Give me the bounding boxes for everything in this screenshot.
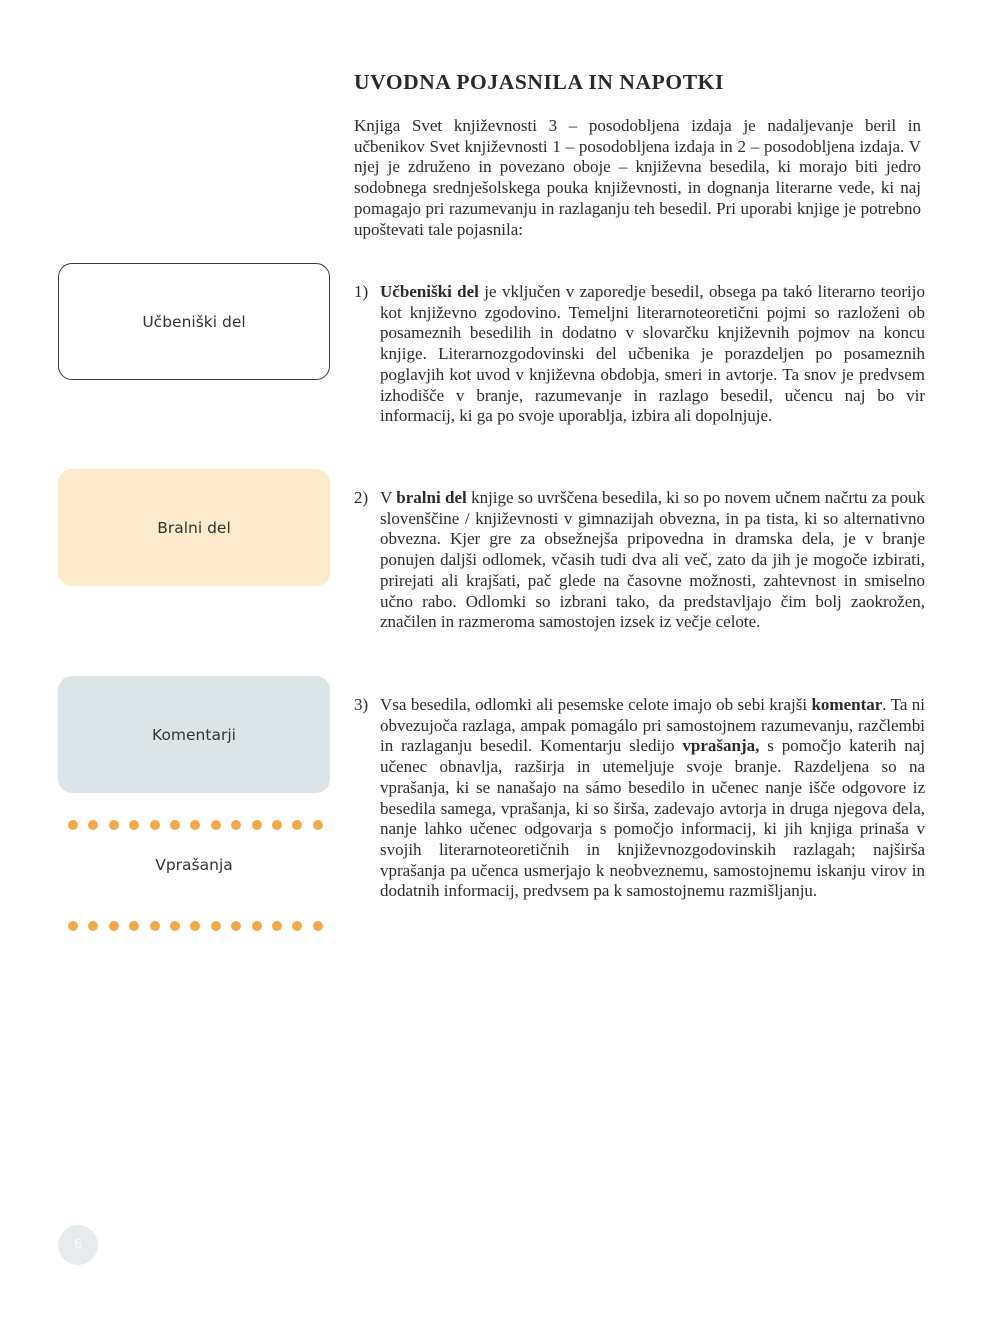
item-number: 3) xyxy=(354,695,369,714)
dot xyxy=(313,820,323,830)
komentarji-label: Komentarji xyxy=(152,725,236,744)
item-keyword-2: vprašanja, xyxy=(682,736,760,756)
list-item-1 xyxy=(354,282,925,427)
item-keyword: komentar xyxy=(811,695,883,714)
dot xyxy=(68,820,78,830)
list-item-2 xyxy=(354,488,925,633)
dot xyxy=(252,921,262,931)
dot xyxy=(129,820,139,830)
list-item-3 xyxy=(354,695,925,902)
dot xyxy=(292,820,302,830)
dot xyxy=(190,921,200,931)
ucbeniski-del-label: Učbeniški del xyxy=(142,312,246,331)
item-number: 1) xyxy=(354,282,369,301)
dot xyxy=(231,921,241,931)
item-keyword: bralni del xyxy=(396,488,467,507)
dot xyxy=(109,820,119,830)
dot xyxy=(211,820,221,830)
page-number: 6 xyxy=(58,1225,98,1265)
item-text: Vsa besedila, odlomki ali pesemske celote imajo ob sebi krajši komentar. Ta ni obvezujoča razlaga, ampak pomagálo pri samostojnem razumevanju, razčlembi in razlaganju besedil. Komentarju sledijo vprašanja, s pomočjo katerih naj učenec obnavlja, razširja in utemeljuje svoje branje. Razdeljena so na vprašanja, ki se nanašajo na sámo besedilo in učenec nanje išče odgovore iz besedila samega, vprašanja, ki so širša, zadevajo avtorja in druga njegova dela, nanje lahko učenec odgovarja s pomočjo informacij, ki jih knjiga prinaša v svojih literarnoteoretičnih in književnozgodovinskih razlagah; najširša vprašanja pa učenca usmerjajo k neobveznemu, samostojnemu iskanju virov in dodatnih informacij, predvsem pa k samostojnemu razmišljanju. xyxy=(380,695,925,901)
dot xyxy=(68,921,78,931)
dot xyxy=(272,921,282,931)
dot xyxy=(292,921,302,931)
item-text: V bralni del knjige so uvrščena besedila, ki so po novem učnem načrtu za pouk slovenščine / književnosti v gimnazijah obvezna, in pa tista, ki so alternativno obvezna. Kjer gre za obsežnejša pripovedna in dramska dela, je v branje ponujen daljši odlomek, včasih tudi dva ali več, zato da jih je mogoče izbirati, prirejati ali krajšati, pač glede na časovne možnosti, zahtevnost in smiselno učno rabo. Odlomki so izbrani tako, da predstavljajo čim bolj zaokrožen, značilen in razmeroma samostojen izsek iz večje celote. xyxy=(380,488,925,632)
dot xyxy=(88,921,98,931)
dot xyxy=(211,921,221,931)
dot xyxy=(313,921,323,931)
item-keyword: Učbeniški del xyxy=(380,282,479,301)
vprasanja-label: Vprašanja xyxy=(155,856,233,874)
ucbeniski-del-box xyxy=(58,263,330,380)
bralni-del-label: Bralni del xyxy=(157,518,231,537)
dot xyxy=(150,921,160,931)
dot xyxy=(231,820,241,830)
dot xyxy=(190,820,200,830)
item-number: 2) xyxy=(354,488,369,507)
intro-paragraph: Knjiga Svet književnosti 3 – posodobljena izdaja je nadaljevanje beril in učbenikov Svet književnosti 1 – posodobljena izdaja in 2 – posodobljena izdaja. V njej je združeno in povezano oboje – književna besedila, ki morajo biti jedro sodobnega srednješolskega pouka književnosti, in dognanja literarne vede, ki naj pomagajo pri razumevanju in razlaganju teh besedil. Pri uporabi knjige je potrebno upoštevati tale pojasnila: xyxy=(354,116,921,239)
dot xyxy=(150,820,160,830)
komentarji-box xyxy=(58,676,330,793)
dot xyxy=(252,820,262,830)
dot xyxy=(109,921,119,931)
dotted-divider-top xyxy=(68,819,323,831)
dotted-divider-bottom xyxy=(68,920,323,932)
page-title: UVODNA POJASNILA IN NAPOTKI xyxy=(354,70,724,94)
bralni-del-box xyxy=(58,469,330,586)
item-text: Učbeniški del je vključen v zaporedje besedil, obsega pa takó literarno teorijo kot književno zgodovino. Temeljni literarnoteoretični pojmi so razloženi ob posameznih besedilih in dodatno v slovarčku književnih pojmov na koncu knjige. Literarnozgodovinski del učbenika je porazdeljen po posameznih poglavjih kot uvod v književna obdobja, smeri in avtorje. Ta snov je predvsem izhodišče v branje, razumevanje in razlago besedil, učencu naj bo vir informacij, ki ga po svoje uporablja, izbira ali dopolnjuje. xyxy=(380,282,925,426)
dot xyxy=(129,921,139,931)
dot xyxy=(170,921,180,931)
dot xyxy=(88,820,98,830)
dot xyxy=(272,820,282,830)
dot xyxy=(170,820,180,830)
